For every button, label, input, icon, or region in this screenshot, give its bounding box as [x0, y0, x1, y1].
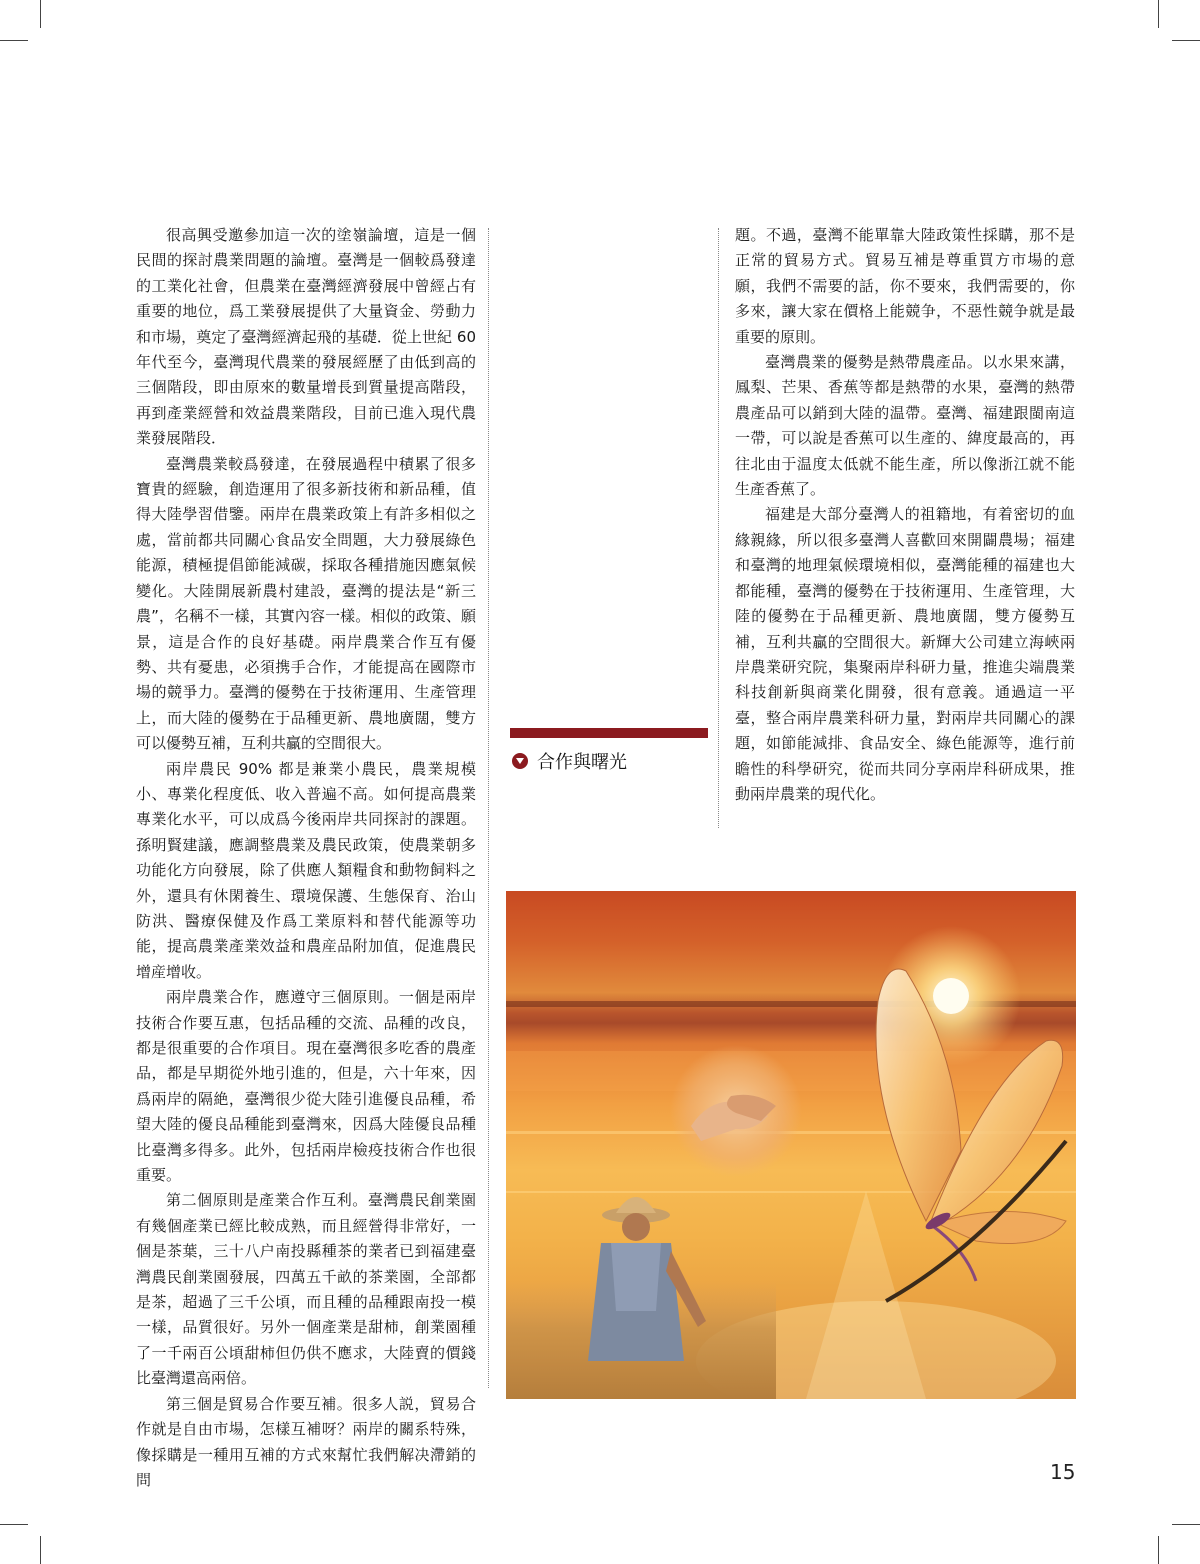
page-number: 15	[1050, 1460, 1076, 1484]
article-column-right	[735, 223, 1075, 807]
crop-mark	[1172, 40, 1200, 41]
section-accent-bar	[510, 728, 708, 738]
chevron-down-circle-icon	[512, 753, 528, 769]
paragraph: 第二個原則是產業合作互利。臺灣農民創業園有幾個產業已經比較成熟，而且經營得非常好，一個是茶葉，三十八户南投縣種茶的業者已到福建臺灣農民創業園發展，四萬五千畝的茶業園，全部都是茶，超過了三千公頃，而且種的品種跟南投一模一樣，品質很好。另外一個產業是甜柿，創業園種了一千兩百公頃甜柿但仍供不應求，大陸賣的價錢比臺灣還高兩倍。	[136, 1191, 476, 1388]
paragraph: 題。不過，臺灣不能單靠大陸政策性採購，那不是正常的貿易方式。貿易互補是尊重買方市場的意願，我們不需要的話，你不要來，我們需要的，你多來，讓大家在價格上能競争，不惡性競争就是最重要的原則。	[735, 226, 1075, 346]
paragraph: 兩岸農業合作，應遵守三個原則。一個是兩岸技術合作要互惠，包括品種的交流、品種的改良，都是很重要的合作項目。現在臺灣很多吃香的農產品，都是早期從外地引進的，但是，六十年來，因爲兩岸的隔絶，臺灣很少從大陸引進優良品種，希望大陸的優良品種能到臺灣來，因爲大陸優良品種比臺灣多得多。此外，包括兩岸檢疫技術合作也很重要。	[136, 988, 476, 1185]
section-heading	[512, 748, 627, 774]
handshake	[670, 1045, 802, 1177]
paragraph: 第三個是貿易合作要互補。很多人説，貿易合作就是自由市場，怎樣互補呀？兩岸的關系特殊，像採購是一種用互補的方式來幫忙我們解决滯銷的問	[136, 1394, 476, 1489]
paragraph: 臺灣農業的優勢是熱帶農產品。以水果來講，鳳梨、芒果、香蕉等都是熱帶的水果，臺灣的熱帶農產品可以銷到大陸的温帶。臺灣、福建跟閩南這一帶，可以說是香蕉可以生產的、緯度最高的，再往北由于温度太低就不能生產，所以像浙江就不能生產香蕉了。	[735, 353, 1075, 499]
crop-mark	[0, 40, 28, 41]
column-divider	[718, 228, 719, 828]
article-column-left	[136, 223, 476, 1493]
paragraph: 很高興受邀參加這一次的塗嶺論壇，這是一個民間的探討農業問題的論壇。臺灣是一個較爲發達的工業化社會，但農業在臺灣經濟發展中曾經占有重要的地位，爲工業發展提供了大量資金、勞動力和市場，奠定了臺灣經濟起飛的基礎．從上世紀 60 年代至今，臺灣現代農業的發展經歷了由低到高的三個階段，即由原來的數量增長到質量提高階段，再到產業經營和效益農業階段，目前已進入現代農業發展階段．	[136, 226, 476, 448]
crop-mark	[1158, 0, 1159, 28]
farmer-in-field	[506, 1197, 776, 1399]
column-divider	[488, 228, 489, 1388]
paragraph: 兩岸農民 90% 都是兼業小農民，農業規模小、專業化程度低、收入普遍不高。如何提高農業專業化水平，可以成爲今後兩岸共同探討的課題。孫明賢建議，應調整農業及農民政策，使農業朝多功能化方向發展，除了供應人類糧食和動物飼料之外，還具有休閑養生、環境保護、生態保育、治山防洪、醫療保健及作爲工業原料和替代能源等功能，提高農業產業效益和農産品附加值，促進農民增産增收。	[136, 759, 476, 981]
crop-mark	[40, 0, 41, 28]
section-heading-text: 合作與曙光	[537, 752, 627, 773]
crop-mark	[0, 1524, 28, 1525]
crop-mark	[40, 1536, 41, 1564]
crop-mark	[1158, 1536, 1159, 1564]
paragraph: 福建是大部分臺灣人的祖籍地，有着密切的血緣親緣，所以很多臺灣人喜歡回來開闢農場；福建和臺灣的地理氣候環境相似，臺灣能種的福建也大都能種，臺灣的優勢在于技術運用、生產管理，大陸的優勢在于品種更新、農地廣闊，雙方優勢互補，互利共贏的空間很大。新輝大公司建立海峽兩岸農業研究院，集聚兩岸科研力量，推進尖端農業科技創新與商業化開發，很有意義。通過這一平臺，整合兩岸農業科研力量，對兩岸共同關心的課題，如節能減排、食品安全、綠色能源等，進行前瞻性的科學研究，從而共同分享兩岸科研成果，推動兩岸農業的現代化。	[735, 505, 1075, 803]
illustration-sunset-butterfly	[506, 891, 1076, 1399]
crop-mark	[1172, 1524, 1200, 1525]
paragraph: 臺灣農業較爲發達，在發展過程中積累了很多寶貴的經驗，創造運用了很多新技術和新品種，值得大陸學習借鑒。兩岸在農業政策上有許多相似之處，當前都共同關心食品安全問題，大力發展綠色能源，積極提倡節能減碳，採取各種措施因應氣候變化。大陸開展新農村建設，臺灣的提法是“新三農”，名稱不一樣，其實內容一樣。相似的政策、願景，這是合作的良好基礎。兩岸農業合作互有優勢、共有憂患，必須携手合作，才能提高在國際市場的競爭力。臺灣的優勢在于技術運用、生產管理上，而大陸的優勢在于品種更新、農地廣闊，雙方可以優勢互補，互利共贏的空間很大。	[136, 454, 476, 753]
